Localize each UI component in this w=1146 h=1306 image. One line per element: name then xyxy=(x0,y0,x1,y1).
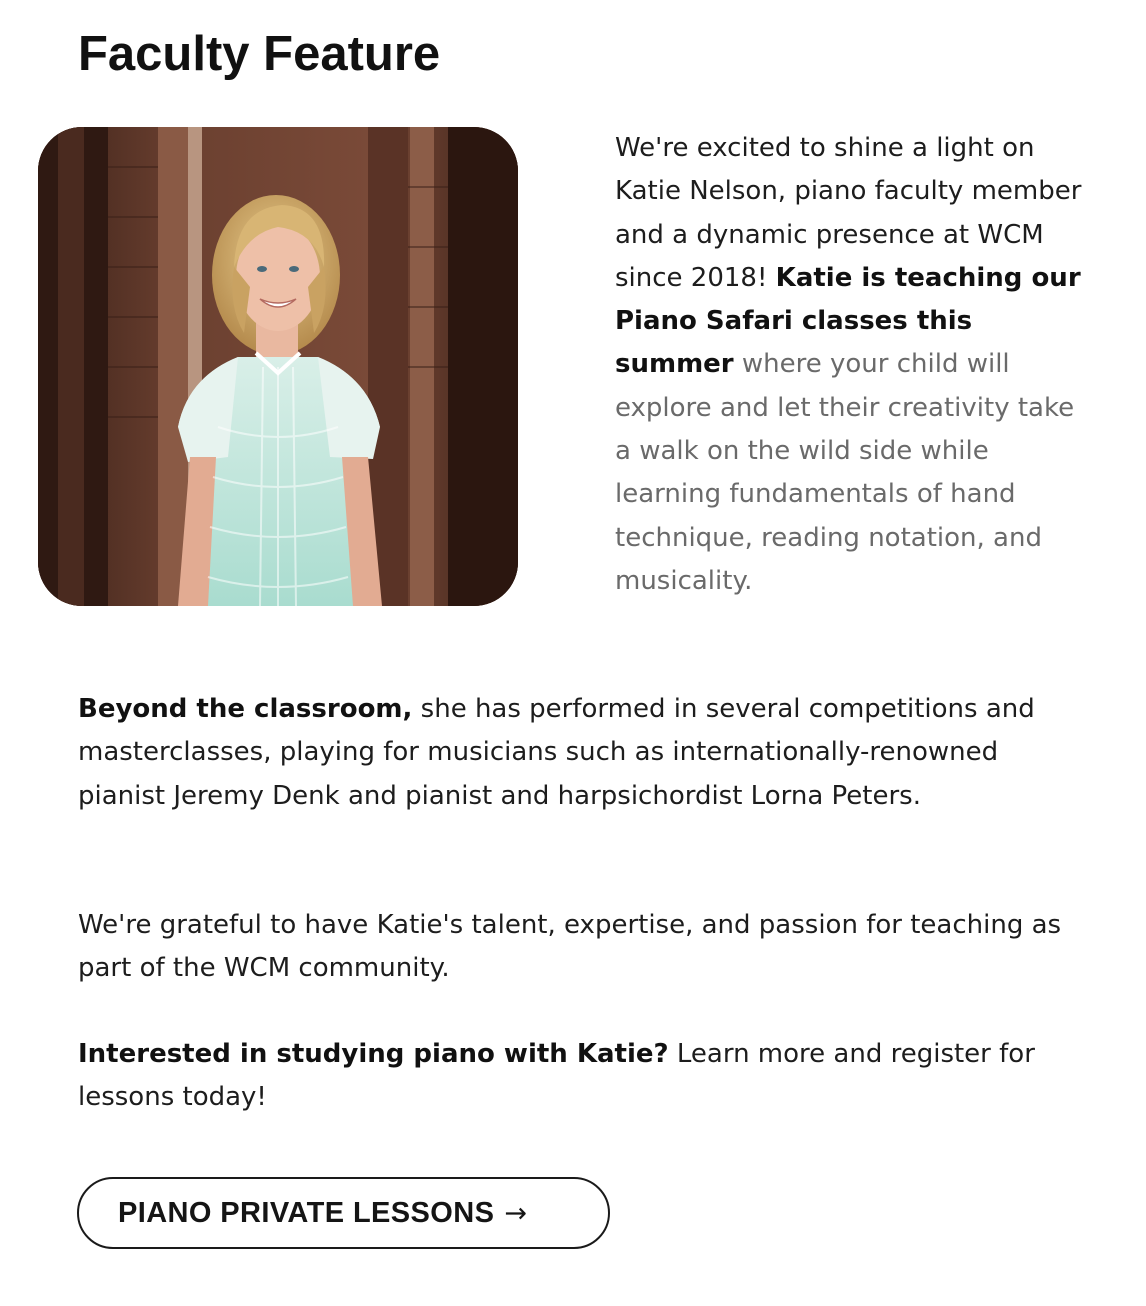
interested-paragraph xyxy=(78,1033,1088,1120)
intro-detail: where your child will explore and let their creativity take a walk on the wild side while learning fundamentals of hand technique, reading notation, and musicality. xyxy=(615,349,1075,596)
interested-bold: Interested in studying piano with Katie? xyxy=(78,1039,669,1069)
arrow-right-icon: → xyxy=(504,1197,528,1229)
piano-private-lessons-button[interactable] xyxy=(77,1177,610,1249)
faculty-photo xyxy=(38,127,518,606)
intro-paragraph xyxy=(615,127,1085,603)
beyond-bold: Beyond the classroom, xyxy=(78,694,413,724)
interested-text: Learn more and register for lessons today! xyxy=(78,1039,1035,1113)
grateful-paragraph: We're grateful to have Katie's talent, expertise, and passion for teaching as part of the WCM community. xyxy=(78,910,1062,984)
intro-lead: We're excited to shine a light on Katie Nelson, piano faculty member and a dynamic presence at WCM since 2018! xyxy=(615,133,1082,293)
portrait-illustration xyxy=(38,127,518,606)
beyond-paragraph xyxy=(78,688,1088,818)
beyond-text: she has performed in several competitions and masterclasses, playing for musicians such as internationally-renowned pianist Jeremy Denk and pianist and harpsichordist Lorna Peters. xyxy=(78,694,1035,811)
cta-label: PIANO PRIVATE LESSONS xyxy=(118,1196,495,1229)
intro-highlight: Katie is teaching our Piano Safari classes this summer xyxy=(615,262,1081,380)
page-title: Faculty Feature xyxy=(78,27,441,81)
